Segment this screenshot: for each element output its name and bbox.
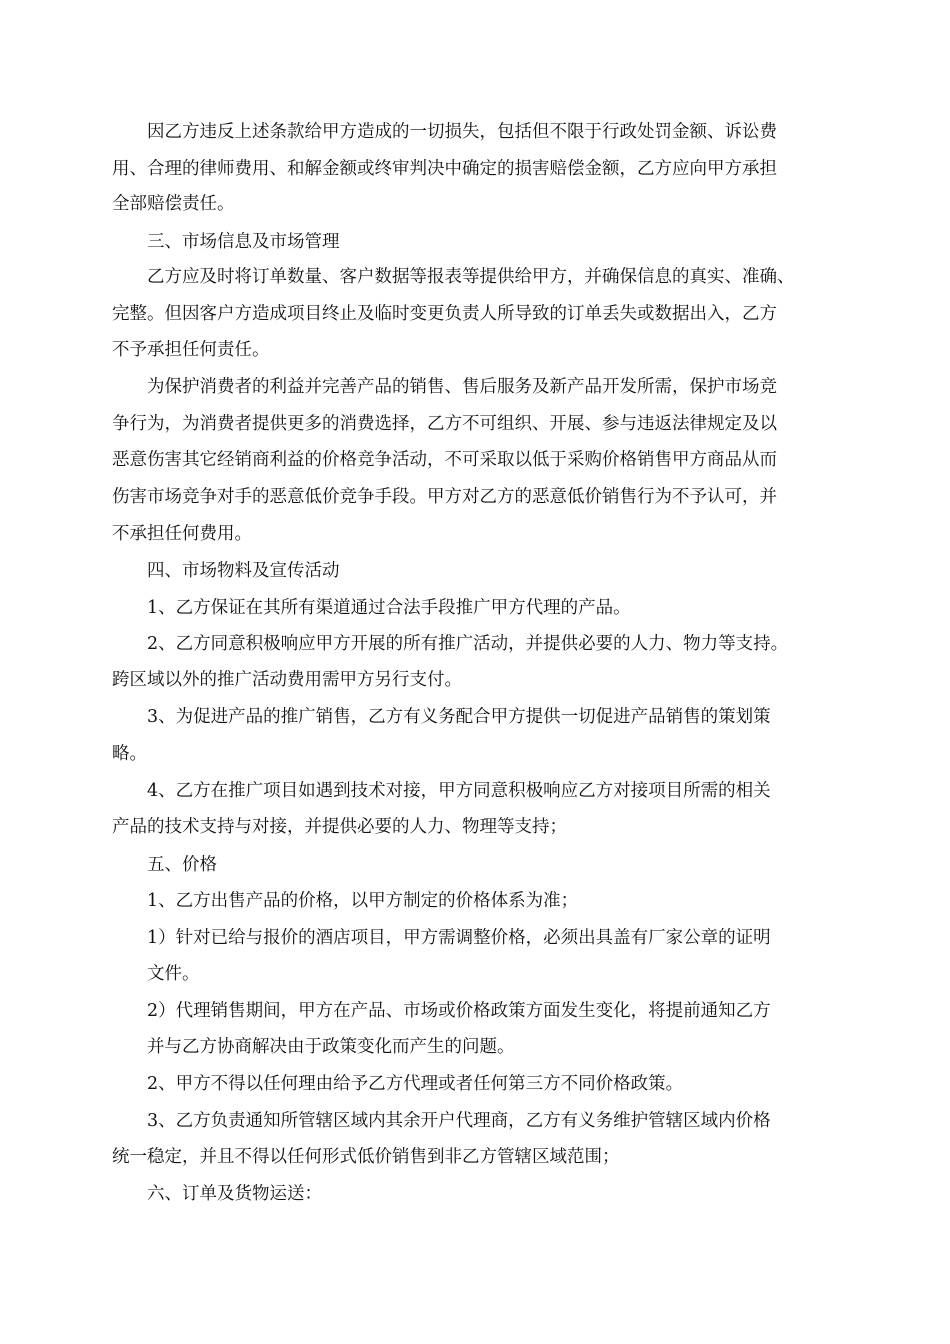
paragraph-line: 1、乙方保证在其所有渠道通过合法手段推广甲方代理的产品。: [147, 598, 631, 618]
paragraph-line: 3、乙方负责通知所管辖区域内其余开户代理商，乙方有义务维护管辖区域内价格: [147, 1111, 771, 1131]
paragraph-line: 3、为促进产品的推广销售，乙方有义务配合甲方提供一切促进产品销售的策划策: [147, 707, 771, 727]
paragraph-line: 完整。但因客户方造成项目终止及临时变更负责人所导致的订单丢失或数据出入，乙方: [112, 304, 777, 324]
paragraph-line: 跨区域以外的推广活动费用需甲方另行支付。: [112, 670, 462, 690]
paragraph-line: 略。: [112, 744, 147, 764]
section-heading: 六、订单及货物运送：: [147, 1184, 322, 1204]
paragraph-line: 伤害市场竞争对手的恶意低价竞争手段。甲方对乙方的恶意低价销售行为不予认可，并: [112, 487, 777, 507]
section-heading: 三、市场信息及市场管理: [147, 232, 340, 252]
section-heading: 五、价格: [147, 855, 217, 875]
section-heading: 四、市场物料及宣传活动: [147, 561, 340, 581]
paragraph-line: 2）代理销售期间，甲方在产品、市场或价格政策方面发生变化，将提前通知乙方: [147, 1001, 771, 1021]
paragraph-line: 为保护消费者的利益并完善产品的销售、售后服务及新产品开发所需，保护市场竞: [147, 377, 777, 397]
paragraph-line: 乙方应及时将订单数量、客户数据等报表等提供给甲方，并确保信息的真实、准确、: [147, 267, 795, 287]
paragraph-line: 并与乙方协商解决由于政策变化而产生的问题。: [147, 1037, 515, 1057]
paragraph-line: 产品的技术支持与对接，并提供必要的人力、物理等支持；: [112, 817, 567, 837]
paragraph-line: 不承担任何费用。: [112, 524, 252, 544]
paragraph-line: 1）针对已给与报价的酒店项目，甲方需调整价格，必须出具盖有厂家公章的证明: [147, 928, 771, 948]
paragraph-line: 恶意伤害其它经销商利益的价格竞争活动，不可采取以低于采购价格销售甲方商品从而: [112, 450, 777, 470]
paragraph-line: 不予承担任何责任。: [112, 340, 270, 360]
paragraph-line: 2、乙方同意积极响应甲方开展的所有推广活动，并提供必要的人力、物力等支持。: [147, 634, 789, 654]
paragraph-line: 全部赔偿责任。: [112, 194, 235, 214]
paragraph-line: 2、甲方不得以任何理由给予乙方代理或者任何第三方不同价格政策。: [147, 1074, 684, 1094]
paragraph-line: 1、乙方出售产品的价格，以甲方制定的价格体系为准；: [147, 891, 579, 911]
paragraph-line: 4、乙方在推广项目如遇到技术对接，甲方同意积极响应乙方对接项目所需的相关: [147, 781, 771, 801]
paragraph-line: 争行为，为消费者提供更多的消费选择，乙方不可组织、开展、参与违返法律规定及以: [112, 414, 777, 434]
paragraph-line: 用、合理的律师费用、和解金额或终审判决中确定的损害赔偿金额，乙方应向甲方承担: [112, 159, 777, 179]
paragraph-line: 统一稳定，并且不得以任何形式低价销售到非乙方管辖区域范围；: [112, 1147, 620, 1167]
paragraph-line: 文件。: [147, 964, 200, 984]
paragraph-line: 因乙方违反上述条款给甲方造成的一切损失，包括但不限于行政处罚金额、诉讼费: [147, 122, 777, 142]
